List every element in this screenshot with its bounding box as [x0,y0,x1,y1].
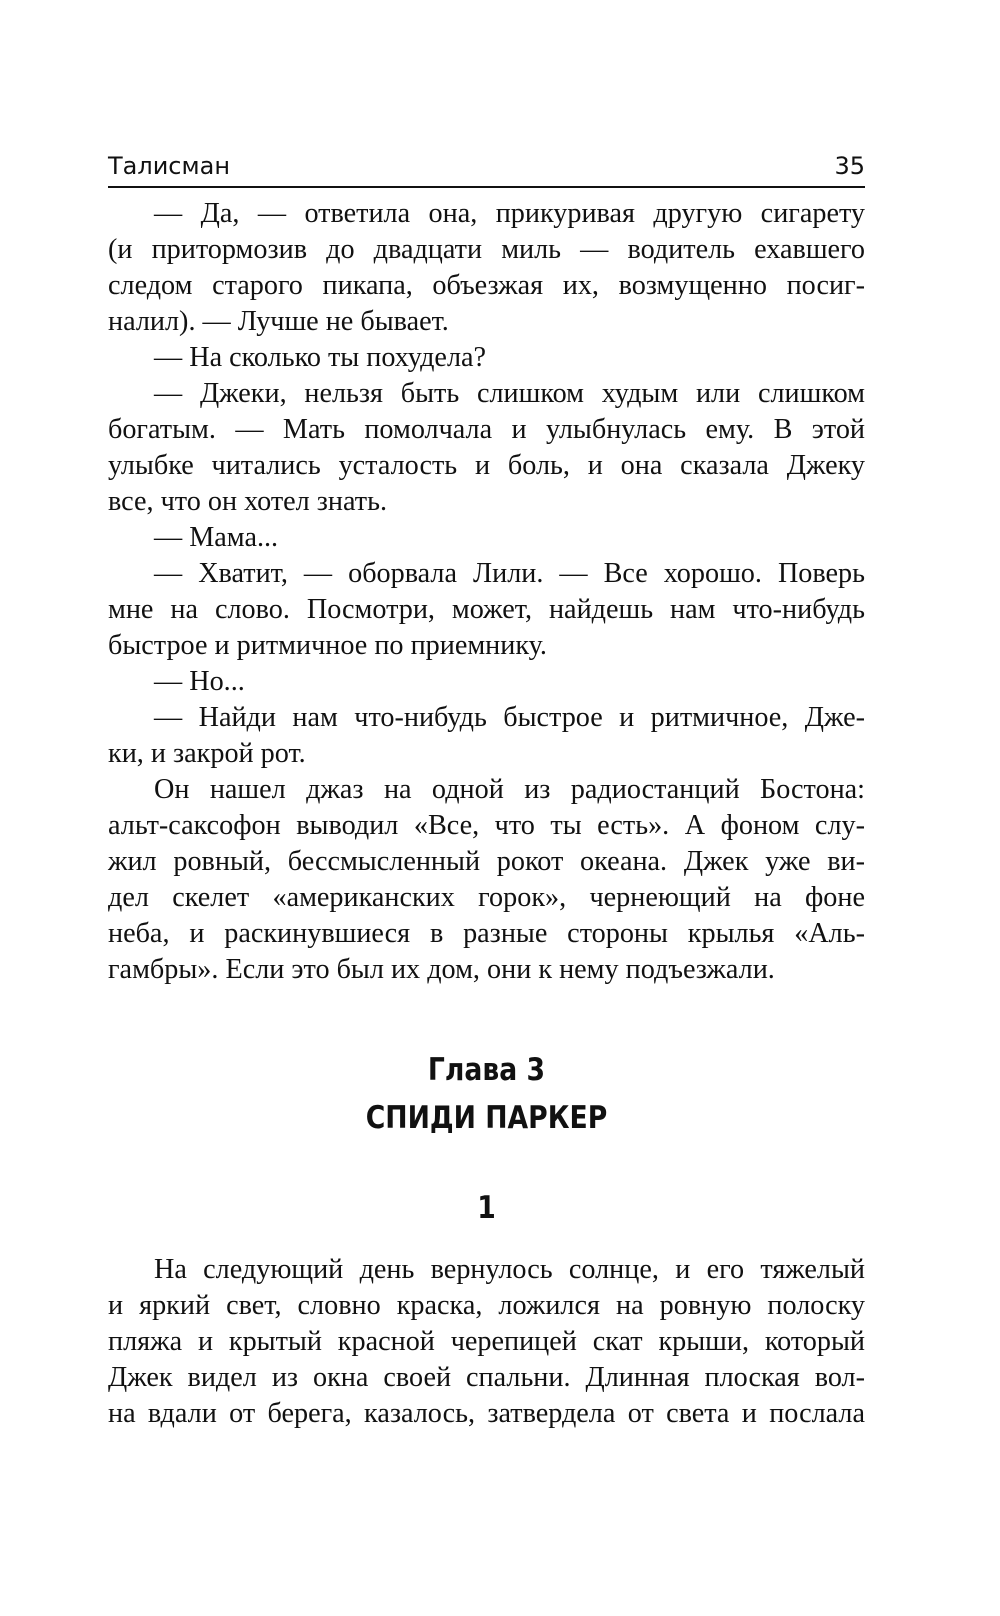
text-line: — Джеки, нельзя быть слишком худым или слишком [154,378,865,409]
text-line: быстрое и ритмичное по приемнику. [108,630,547,661]
text-block-before-chapter [108,196,865,988]
text-line: На следующий день вернулось солнце, и его тяжелый [154,1254,865,1285]
text-line: — Да, — ответила она, прикуривая другую сигарету [154,198,865,229]
text-block-after-chapter [108,1252,865,1432]
chapter-title: СПИДИ ПАРКЕР [365,1100,608,1136]
text-line: Он нашел джаз на одной из радиостанций Бостона: [154,774,865,805]
text-line: следом старого пикапа, объезжая их, возмущенно посиг- [108,270,865,301]
book-title: Талисман [108,152,231,180]
text-line: неба, и раскинувшиеся в разные стороны крылья «Аль- [108,918,865,949]
text-line: — Мама... [154,522,279,553]
text-line: — Найди нам что-нибудь быстрое и ритмичное, Дже- [154,702,865,733]
text-line: — Но... [154,666,245,697]
chapter-label: Глава 3 [427,1052,546,1088]
text-line: Джек видел из окна своей спальни. Длинная плоская вол- [108,1362,865,1393]
text-line: все, что он хотел знать. [108,486,387,517]
text-line: улыбке читались усталость и боль, и она сказала Джеку [108,450,865,481]
text-line: богатым. — Мать помолчала и улыбнулась ему. В этой [108,414,865,445]
text-line: гамбры». Если это был их дом, они к нему подъезжали. [108,954,775,985]
text-line: налил). — Лучше не бывает. [108,306,449,337]
text-line: — Хватит, — оборвала Лили. — Все хорошо. Поверь [154,558,865,589]
text-line: жил ровный, бессмысленный рокот океана. Джек уже ви- [108,846,865,877]
text-line: (и притормозив до двадцати миль — водитель ехавшего [108,234,865,265]
text-line: альт-саксофон выводил «Все, что ты есть». А фоном слу- [108,810,865,841]
section-number: 1 [477,1190,496,1226]
page-number: 35 [834,152,865,180]
text-line: — На сколько ты похудела? [154,342,487,373]
text-line: пляжа и крытый красной черепицей скат крыши, который [108,1326,865,1357]
text-line: и яркий свет, словно краска, ложился на ровную полоску [108,1290,865,1321]
text-line: мне на слово. Посмотри, может, найдешь нам что-нибудь [108,594,865,625]
text-line: дел скелет «американских горок», чернеющий на фоне [108,882,865,913]
text-line: на вдали от берега, казалось, затвердела от света и послала [108,1398,865,1429]
text-line: ки, и закрой рот. [108,738,306,769]
running-header [108,150,865,188]
